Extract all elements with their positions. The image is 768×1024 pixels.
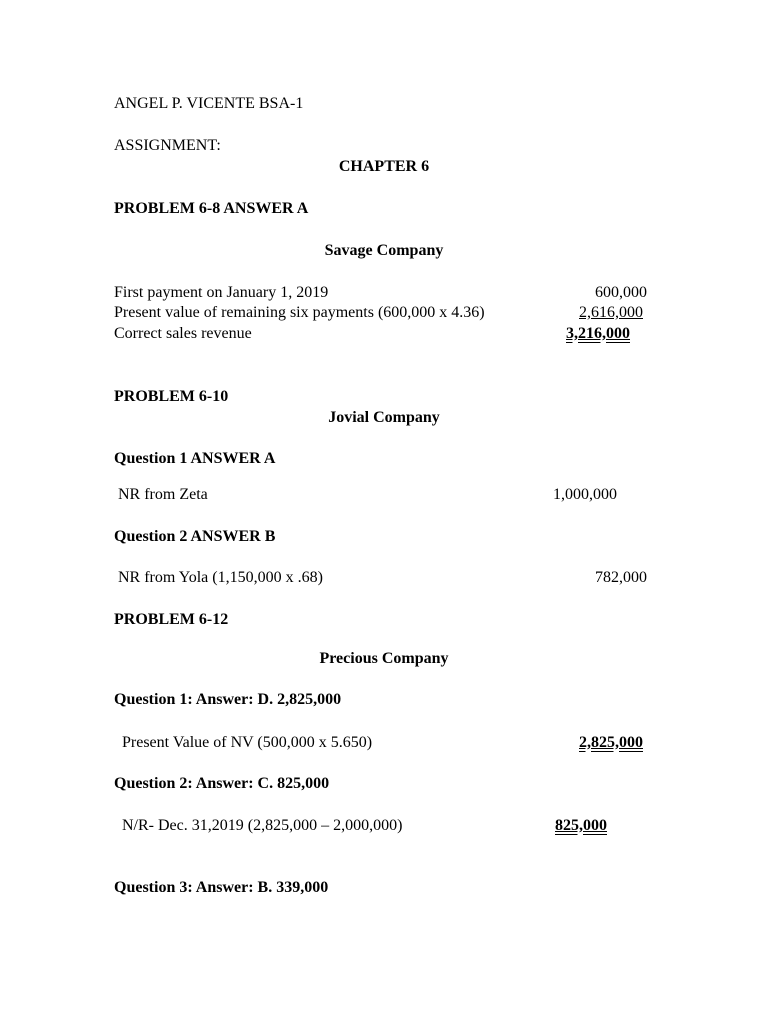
precious-question-3-heading: Question 3: Answer: B. 339,000 bbox=[114, 879, 329, 896]
nr-yola-label: NR from Yola (1,150,000 x .68) bbox=[118, 569, 323, 586]
problem-6-10-heading: PROBLEM 6-10 bbox=[114, 388, 229, 405]
present-value-nv-label: Present Value of NV (500,000 x 5.650) bbox=[122, 734, 373, 751]
precious-question-1-heading: Question 1: Answer: D. 2,825,000 bbox=[114, 691, 342, 708]
problem-6-12-heading: PROBLEM 6-12 bbox=[114, 611, 229, 628]
nr-zeta-value: 1,000,000 bbox=[553, 486, 617, 503]
nr-zeta-label: NR from Zeta bbox=[118, 486, 208, 503]
nr-dec-2019-label: N/R- Dec. 31,2019 (2,825,000 – 2,000,000) bbox=[122, 817, 403, 834]
precious-question-2-heading: Question 2: Answer: C. 825,000 bbox=[114, 775, 330, 792]
first-payment-value: 600,000 bbox=[595, 284, 647, 301]
assignment-label: ASSIGNMENT: bbox=[114, 137, 221, 154]
precious-company-title: Precious Company bbox=[319, 650, 449, 667]
chapter-title: CHAPTER 6 bbox=[338, 158, 430, 175]
present-value-value: 2,616,000 bbox=[579, 304, 643, 321]
savage-company-title: Savage Company bbox=[324, 242, 444, 259]
present-value-label: Present value of remaining six payments (600,000 x 4.36) bbox=[114, 304, 485, 321]
student-name: ANGEL P. VICENTE BSA-1 bbox=[114, 95, 304, 112]
problem-6-8-heading: PROBLEM 6-8 ANSWER A bbox=[114, 200, 309, 217]
nr-yola-value: 782,000 bbox=[595, 569, 647, 586]
jovial-question-1-heading: Question 1 ANSWER A bbox=[114, 450, 276, 467]
sales-revenue-label: Correct sales revenue bbox=[114, 325, 252, 342]
first-payment-label: First payment on January 1, 2019 bbox=[114, 284, 329, 301]
sales-revenue-value: 3,216,000 bbox=[566, 325, 630, 342]
jovial-question-2-heading: Question 2 ANSWER B bbox=[114, 528, 276, 545]
jovial-company-title: Jovial Company bbox=[328, 409, 440, 426]
present-value-nv-value: 2,825,000 bbox=[579, 734, 643, 751]
nr-dec-2019-value: 825,000 bbox=[555, 817, 607, 834]
